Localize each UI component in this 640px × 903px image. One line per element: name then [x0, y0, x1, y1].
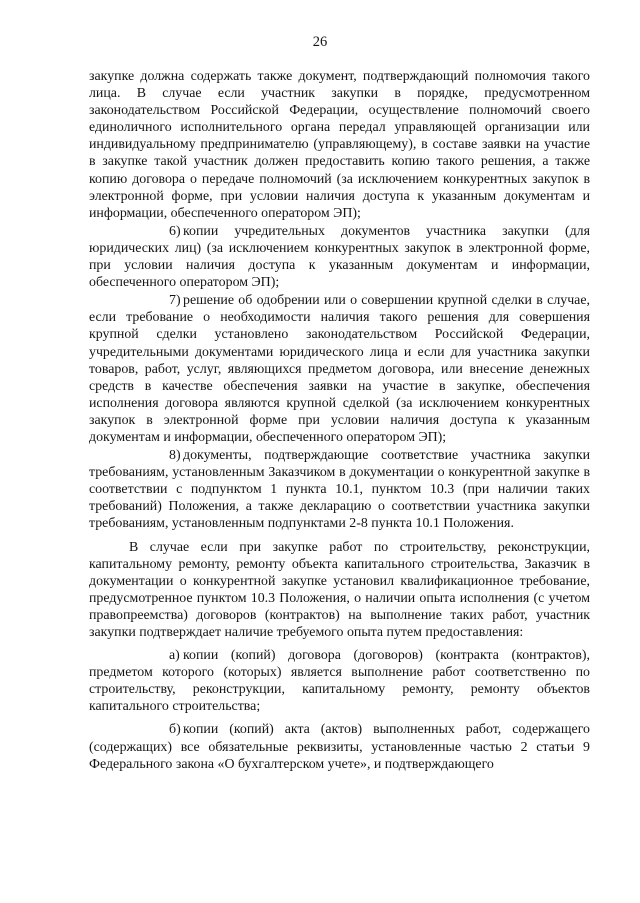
document-body [89, 68, 590, 773]
list-item-number: 8) [169, 448, 181, 464]
list-item-text: решение об одобрении или о совершении крупной сделки в случае, если требование о необходимости наличия такого решения для совершения крупной сделки установлено законодательством Российской Федерации, учредительными документами юридического лица и если для участника закупки товаров, работ, услуг, являющихся предметом договора, или внесение денежных средств в качестве обеспечения заявки на участие в закупке, обеспечения исполнения договора являются крупной сделкой (за исключением конкурентных закупок в электронной форме при условии наличия доступа к указанным документам и информации, обеспеченного оператором ЭП); [89, 293, 590, 445]
list-item-number: 7) [169, 293, 181, 309]
paragraph-text: закупке должна содержать также документ, подтверждающий полномочия такого лица. В случае если участник закупки в порядке, предусмотренном законодательством Российской Федерации, осуществление полномочий своего единоличного исполнительного органа передал управляющей организации или индивидуальному предпринимателю (управляющему), в составе заявки на участие в закупке такой участник должен предоставить копию такого решения, а также копию договора о передаче полномочий (за исключением конкурентных закупок в электронной форме, при условии наличия доступа к указанным документам и информации, обеспеченного оператором ЭП); [89, 69, 590, 221]
list-item [89, 647, 590, 715]
list-item-letter: а) [169, 648, 180, 664]
page-number: 26 [312, 34, 328, 50]
list-item [89, 721, 590, 772]
list-item-number: 6) [169, 223, 181, 239]
paragraph-text: В случае если при закупке работ по строительству, реконструкции, капитальному ремонту, ремонту объекта капитального строительства, Заказчик в документации о конкурентной закупке установил квалификационное требование, предусмотренное пунктом 10.3 Положения, о наличии опыта исполнения (с учетом правопреемства) договоров (контрактов) на выполнение таких работ, участник закупки подтверждает наличие требуемого опыта путем предоставления: [89, 539, 590, 640]
paragraph-continuation [89, 68, 590, 222]
list-item-text: документы, подтверждающие соответствие участника закупки требованиям, установленным Заказчиком в документации о конкурентной закупке в соответствии с подпунктом 1 пункта 10.1, пунктом 10.3 (при наличии таких требований) Положения, а также декларацию о соответствии участника закупки требованиям, установленным подпунктами 2-8 пункта 10.1 Положения. [89, 448, 590, 532]
list-item [89, 447, 590, 532]
list-item-text: копии (копий) акта (актов) выполненных работ, содержащего (содержащих) все обязательные реквизиты, установленные частью 2 статьи 9 Федерального закона «О бухгалтерском учете», и подтверждающего [89, 722, 590, 772]
list-item [89, 223, 590, 291]
list-item-text: копии (копий) договора (договоров) (контракта (контрактов), предметом которого (которых) является выполнение работ соответственно по строительству, реконструкции, капитальному ремонту, ремонту объектов капитального строительства; [89, 648, 590, 715]
list-item [89, 292, 590, 446]
paragraph [89, 539, 590, 642]
list-item-text: копии учредительных документов участника закупки (для юридических лиц) (за исключением конкурентных закупок в электронной форме, при условии наличия доступа к указанным документам и информации, обеспеченного оператором ЭП); [89, 223, 590, 291]
list-item-letter: б) [169, 722, 181, 738]
